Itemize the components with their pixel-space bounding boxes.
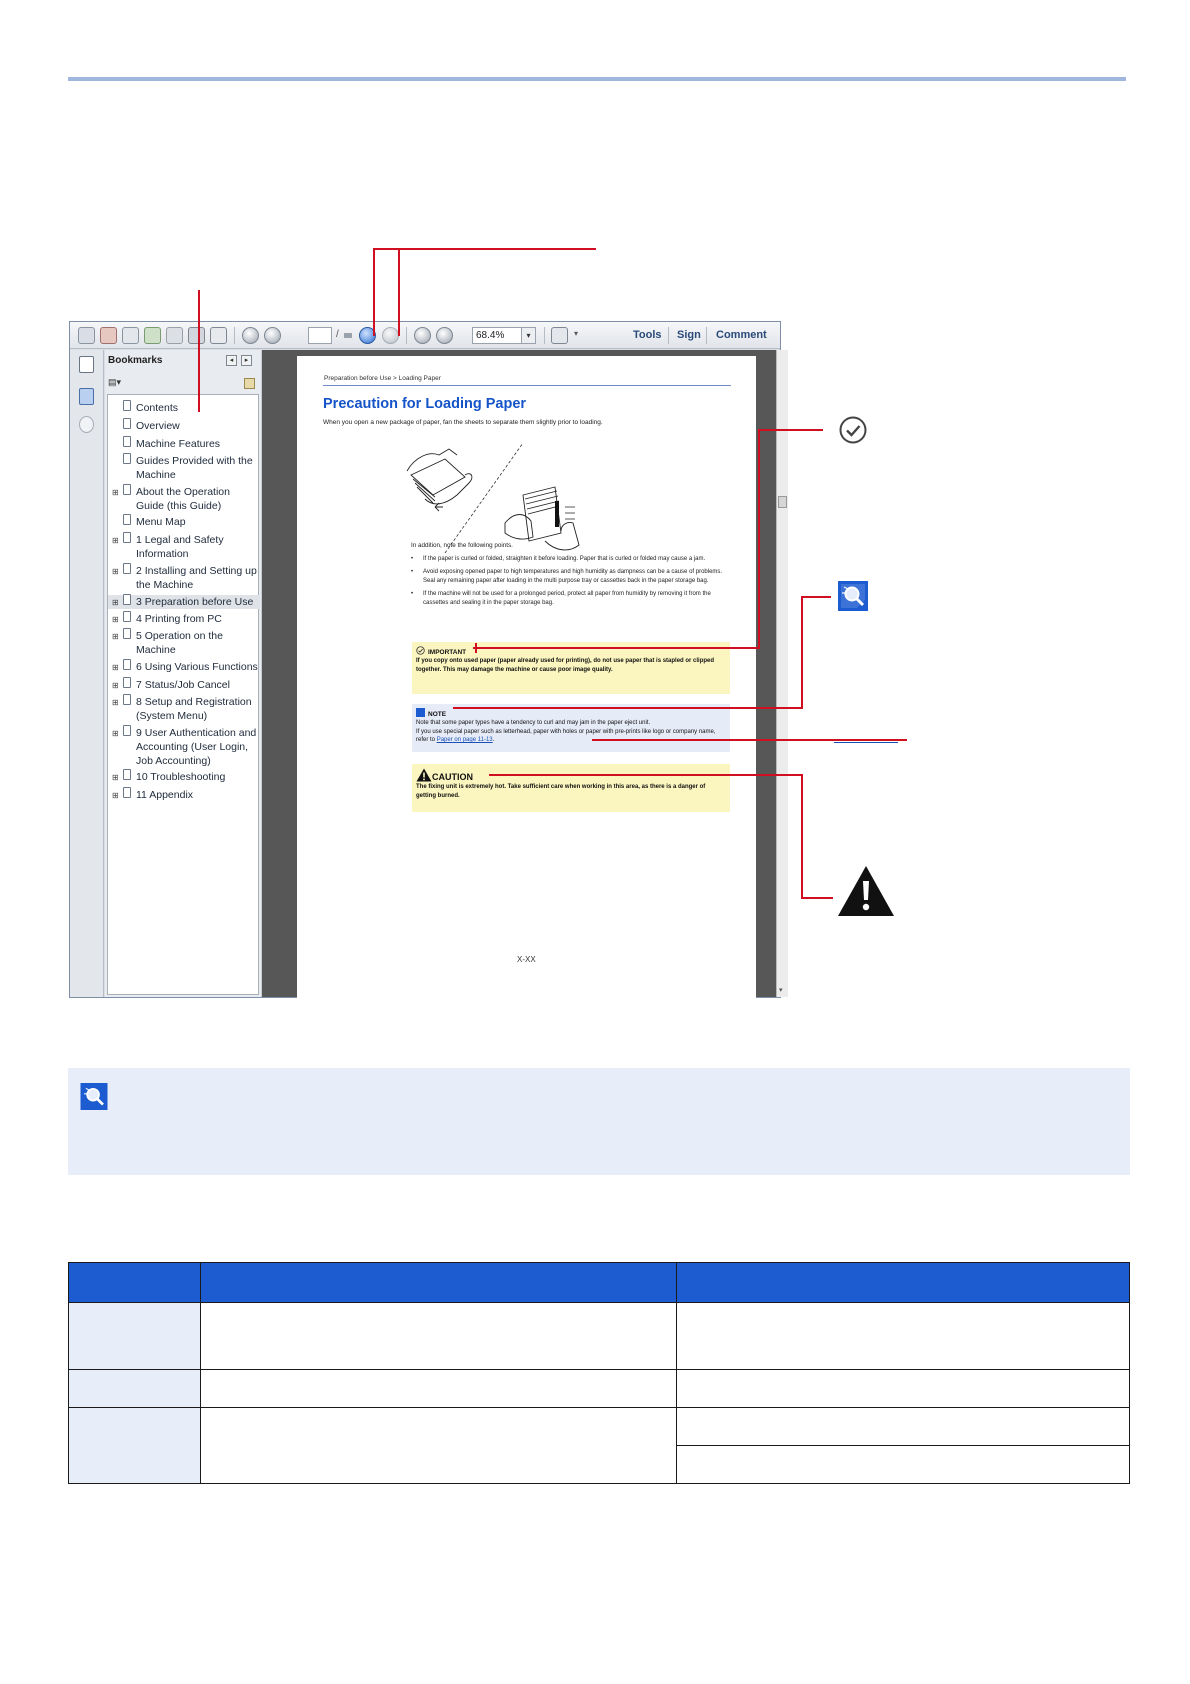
page-intro: When you open a new package of paper, fan the sheets to separate them slightly prior to loading. bbox=[323, 419, 603, 426]
bookmark-page-icon bbox=[123, 694, 131, 705]
collapse-panel-icon[interactable]: ◂ bbox=[226, 355, 237, 366]
note-text-2: If you use special paper such as letterhead, paper with holes or paper with pre-prints like logo or company name, refer to Paper on page 11-13. bbox=[416, 728, 716, 743]
comment-button[interactable]: Comment bbox=[716, 329, 767, 341]
sign-button[interactable]: Sign bbox=[677, 329, 701, 341]
table-cell bbox=[69, 1303, 201, 1370]
table-cell bbox=[677, 1446, 1130, 1484]
zoom-in-icon[interactable] bbox=[436, 327, 453, 344]
table-row bbox=[69, 1370, 1130, 1408]
warning-triangle-icon bbox=[416, 768, 432, 782]
bookmark-options-icon[interactable]: ▤▾ bbox=[108, 377, 122, 387]
toolbar-separator bbox=[406, 327, 407, 344]
bookmark-label: Menu Map bbox=[136, 516, 186, 528]
bookmark-page-icon bbox=[123, 532, 131, 543]
page-separator: / bbox=[336, 329, 339, 340]
table-header-cell bbox=[677, 1263, 1130, 1303]
page-breadcrumb: Preparation before Use > Loading Paper bbox=[324, 375, 441, 382]
caution-box bbox=[412, 764, 730, 812]
toolbar-separator bbox=[234, 327, 235, 344]
bookmark-label: 4 Printing from PC bbox=[136, 613, 222, 625]
bookmark-label: 8 Setup and Registration (System Menu) bbox=[136, 696, 252, 722]
bookmark-item[interactable] bbox=[108, 437, 260, 451]
caution-label: CAUTION bbox=[432, 772, 473, 782]
print-icon[interactable] bbox=[188, 327, 205, 344]
bookmark-list bbox=[107, 394, 259, 995]
bookmark-label: 2 Installing and Setting up the Machine bbox=[136, 565, 257, 591]
page-bullet-list bbox=[411, 555, 729, 612]
bookmark-label: Machine Features bbox=[136, 438, 221, 450]
list-item: • If the paper is curled or folded, straighten it before loading. Paper that is curled or folded may cause a jam. bbox=[411, 555, 729, 564]
important-text: If you copy onto used paper (paper already used for printing), do not use paper that is stapled or clipped together. This may damage the machine or cause poor image quality. bbox=[416, 658, 715, 673]
scroll-down-icon[interactable]: ▾ bbox=[779, 987, 783, 994]
check-circle-icon bbox=[416, 646, 425, 655]
bookmark-item[interactable] bbox=[108, 678, 260, 692]
toolbar bbox=[70, 322, 780, 349]
fit-page-icon[interactable] bbox=[551, 327, 568, 344]
bookmark-page-icon bbox=[123, 594, 131, 605]
zoom-out-icon[interactable] bbox=[414, 327, 431, 344]
expand-icon[interactable]: ⊞ bbox=[112, 488, 119, 497]
table-header-cell bbox=[69, 1263, 201, 1303]
zoom-dropdown[interactable]: ▾ bbox=[522, 327, 536, 344]
bookmark-page-icon bbox=[123, 418, 131, 429]
table-cell bbox=[69, 1408, 201, 1484]
bookmark-item[interactable] bbox=[108, 485, 260, 513]
note-box bbox=[412, 704, 730, 752]
note-magnifier-icon bbox=[80, 1083, 108, 1110]
bookmark-label: 9 User Authentication and Accounting (User Login, Job Accounting) bbox=[136, 727, 257, 767]
bookmark-label: Overview bbox=[136, 420, 180, 432]
page-title: Precaution for Loading Paper bbox=[323, 396, 527, 412]
table-cell bbox=[201, 1303, 677, 1370]
list-item: • If the machine will not be used for a prolonged period, protect all paper from humidity by removing it from the cassettes and sealing it in the paper storage bag. bbox=[411, 590, 729, 608]
bookmark-page-icon bbox=[123, 484, 131, 495]
toolbar-separator bbox=[706, 327, 707, 344]
check-circle-icon bbox=[838, 415, 868, 445]
zoom-input[interactable]: 68.4% bbox=[472, 327, 522, 344]
conventions-table bbox=[68, 1262, 1130, 1484]
bookmark-item[interactable] bbox=[108, 454, 260, 482]
important-label: IMPORTANT bbox=[428, 649, 467, 656]
expand-icon[interactable]: ⊞ bbox=[112, 681, 119, 690]
table-cell bbox=[201, 1408, 677, 1484]
list-item: • Avoid exposing opened paper to high temperatures and high humidity as dampness can be a cause of problems. Seal any remaining paper after loading in the multi purpose tray or cassettes back in the paper storage bag. bbox=[411, 568, 729, 586]
note-magnifier-icon bbox=[416, 708, 425, 717]
expand-icon[interactable]: ⊞ bbox=[112, 773, 119, 782]
expand-icon[interactable]: ⊞ bbox=[112, 729, 119, 738]
expand-icon[interactable]: ⊞ bbox=[112, 536, 119, 545]
bookmark-item[interactable] bbox=[108, 595, 260, 609]
mail-icon[interactable] bbox=[210, 327, 227, 344]
table-cell bbox=[677, 1303, 1130, 1370]
pdf-page bbox=[297, 356, 756, 1004]
next-page-icon[interactable] bbox=[264, 327, 281, 344]
table-cell bbox=[677, 1408, 1130, 1446]
expand-panel-icon[interactable]: ▸ bbox=[241, 355, 252, 366]
new-bookmark-icon[interactable] bbox=[244, 378, 255, 389]
bookmark-page-icon bbox=[123, 563, 131, 574]
bookmark-item[interactable] bbox=[108, 401, 260, 415]
table-cell bbox=[201, 1370, 677, 1408]
bookmark-page-icon bbox=[123, 611, 131, 622]
note-magnifier-icon bbox=[838, 581, 868, 611]
table-header-row bbox=[69, 1263, 1130, 1303]
navigation-pane-strip bbox=[70, 350, 104, 997]
page-number-input[interactable] bbox=[308, 327, 332, 344]
bookmark-label: Guides Provided with the Machine bbox=[136, 455, 253, 481]
bookmark-page-icon bbox=[123, 725, 131, 736]
bookmark-item[interactable] bbox=[108, 660, 260, 674]
link-sample-underline bbox=[834, 742, 898, 743]
scrollbar-thumb[interactable] bbox=[778, 496, 787, 508]
top-rule bbox=[68, 77, 1126, 81]
next-view-icon[interactable] bbox=[382, 327, 399, 344]
bookmark-item[interactable] bbox=[108, 788, 260, 802]
table-row bbox=[69, 1408, 1130, 1446]
expand-icon[interactable]: ⊞ bbox=[112, 791, 119, 800]
save-icon[interactable] bbox=[166, 327, 183, 344]
previous-page-icon[interactable] bbox=[242, 327, 259, 344]
bookmark-page-icon bbox=[123, 628, 131, 639]
caution-text: The fixing unit is extremely hot. Take sufficient care when working in this area, as there is a danger of getting burned. bbox=[416, 784, 706, 799]
bookmark-label: 11 Appendix bbox=[136, 789, 194, 801]
expand-icon[interactable]: ⊞ bbox=[112, 663, 119, 672]
expand-icon[interactable]: ⊞ bbox=[112, 632, 119, 641]
edit-icon[interactable] bbox=[122, 327, 139, 344]
expand-icon[interactable]: ⊞ bbox=[112, 615, 119, 624]
note-link[interactable]: Paper on page 11-13 bbox=[436, 737, 493, 743]
bookmark-page-icon bbox=[123, 514, 131, 525]
attachment-icon[interactable] bbox=[79, 416, 94, 433]
table-row bbox=[69, 1303, 1130, 1370]
note-label: NOTE bbox=[428, 711, 447, 718]
expand-icon[interactable]: ⊞ bbox=[112, 567, 119, 576]
toolbar-separator bbox=[668, 327, 669, 344]
bookmarks-panel bbox=[105, 350, 261, 997]
bookmark-page-icon bbox=[123, 769, 131, 780]
cloud-icon[interactable] bbox=[144, 327, 161, 344]
bookmark-page-icon bbox=[123, 787, 131, 798]
page-footer: X-XX bbox=[517, 955, 536, 964]
table-cell bbox=[677, 1370, 1130, 1408]
bookmark-page-icon bbox=[123, 400, 131, 411]
bookmark-page-icon bbox=[123, 677, 131, 688]
bookmark-item[interactable] bbox=[108, 695, 260, 723]
bookmarks-icon[interactable] bbox=[79, 388, 94, 405]
bookmark-item[interactable] bbox=[108, 726, 260, 768]
page-header-rule bbox=[323, 385, 731, 386]
bookmark-label: 7 Status/Job Cancel bbox=[136, 679, 230, 691]
bookmark-item[interactable] bbox=[108, 533, 260, 561]
page-note-intro: In addition, note the following points. bbox=[411, 542, 513, 549]
info-box bbox=[68, 1068, 1130, 1175]
bookmark-label: 5 Operation on the Machine bbox=[136, 630, 223, 656]
previous-view-icon[interactable] bbox=[359, 327, 376, 344]
bookmark-page-icon bbox=[123, 453, 131, 464]
bookmarks-title: Bookmarks bbox=[108, 355, 163, 366]
expand-icon[interactable]: ⊞ bbox=[112, 598, 119, 607]
bookmark-page-icon bbox=[123, 659, 131, 670]
bookmark-item[interactable] bbox=[108, 629, 260, 657]
warning-triangle-icon bbox=[836, 864, 896, 918]
bookmark-item[interactable] bbox=[108, 515, 260, 529]
important-box bbox=[412, 642, 730, 694]
bookmark-item[interactable] bbox=[108, 770, 260, 784]
bookmark-item[interactable] bbox=[108, 419, 260, 433]
bookmark-label: Contents bbox=[136, 402, 179, 414]
table-cell bbox=[69, 1370, 201, 1408]
expand-icon[interactable]: ⊞ bbox=[112, 698, 119, 707]
create-icon[interactable] bbox=[78, 327, 95, 344]
table-header-cell bbox=[201, 1263, 677, 1303]
page-thumbnails-icon[interactable] bbox=[79, 356, 94, 373]
bookmark-label: 3 Preparation before Use bbox=[136, 596, 254, 608]
bookmark-label: 6 Using Various Functions bbox=[136, 661, 258, 673]
bookmark-label: About the Operation Guide (this Guide) bbox=[136, 486, 230, 512]
vertical-scrollbar[interactable] bbox=[776, 350, 788, 997]
toolbar-separator bbox=[544, 327, 545, 344]
bookmark-label: 1 Legal and Safety Information bbox=[136, 534, 224, 560]
note-text-1: Note that some paper types have a tendency to curl and may jam in the paper eject unit. bbox=[416, 720, 651, 726]
page-count-placeholder bbox=[344, 333, 352, 338]
pdf-icon[interactable] bbox=[100, 327, 117, 344]
bookmark-label: 10 Troubleshooting bbox=[136, 771, 226, 783]
tools-button[interactable]: Tools bbox=[633, 329, 662, 341]
bookmark-item[interactable] bbox=[108, 564, 260, 592]
more-tools-icon[interactable]: ▾ bbox=[574, 329, 579, 338]
bookmark-page-icon bbox=[123, 436, 131, 447]
bookmark-item[interactable] bbox=[108, 612, 260, 626]
